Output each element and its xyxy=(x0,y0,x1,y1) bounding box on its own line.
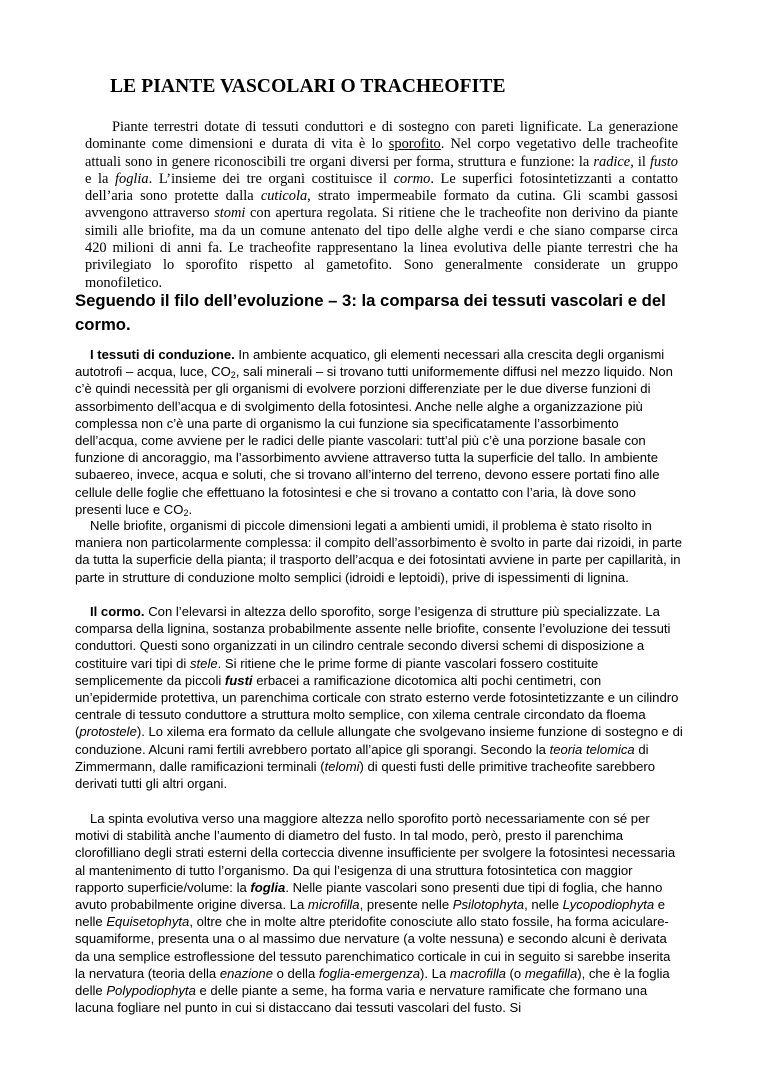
paragraph-text: , oltre che in molte altre pteridofite conosciute allo stato fossile, ha forma aciculare-squamiforme, presenta una o al massimo due nervature (a volte nessuna) e secondo alcuni è derivata da una semplice estroflessione del tessuto parenchimatico corticale in cui in seguito si sarebbe inserita la nervatura (teoria della xyxy=(75,914,671,981)
paragraph-tessuti-conduzione xyxy=(75,346,683,517)
term-teoria-telomica: teoria telomica xyxy=(549,741,635,757)
term-telomi: telomi xyxy=(324,758,360,774)
term-fusti: fusti xyxy=(224,672,253,688)
term-cuticola: cuticola xyxy=(260,188,308,205)
term-foglia-emergenza: foglia-emergenza xyxy=(318,965,421,981)
paragraph-text: , nelle xyxy=(524,897,563,913)
paragraph-text: ) di questi fusti delle primitive tracheofite sarebbero derivati tutti gli altri organi. xyxy=(75,758,655,792)
term-radice: radice xyxy=(593,153,631,170)
paragraph-text: ), che è la foglia delle xyxy=(75,965,670,999)
section-heading: Seguendo il filo dell’evoluzione – 3: la comparsa dei tessuti vascolari e del cormo. xyxy=(75,291,666,334)
document-title: LE PIANTE VASCOLARI O TRACHEOFITE xyxy=(110,76,506,97)
paragraph-text: , presente nelle xyxy=(359,897,453,913)
paragraph-lead: I tessuti di conduzione. xyxy=(90,347,235,362)
term-psilotophyta: Psilotophyta xyxy=(452,897,525,913)
term-enazione: enazione xyxy=(219,965,273,981)
term-stele: stele xyxy=(189,655,218,671)
term-cormo: cormo xyxy=(393,170,431,187)
term-foglia: foglia xyxy=(250,879,286,895)
paragraph-text: Nelle briofite, organismi di piccole dimensioni legati a ambienti umidi, il problema è stato risolto in maniera non particolarmente complessa: il compito dell’assorbimento è svolto in parte dai rizoidi, in parte da tutta la superficie della pianta; il trasporto dell’acqua e dei fotosintati avviene in parte per capillarità, in parte in strutture di conduzione molto semplici (idroidi e leptoidi), prive di ispessimenti di lignina. xyxy=(75,518,682,585)
intro-text: . L’insieme dei tre organi costituisce il xyxy=(148,170,394,187)
intro-paragraph xyxy=(85,119,678,292)
subscript: 2 xyxy=(183,507,189,518)
intro-text: . Nel corpo vegetativo delle tracheofite attuali sono in genere riconoscibili tre organi diversi per forma, struttura e funzione: la xyxy=(85,136,678,170)
paragraph-cormo xyxy=(75,603,683,810)
term-macrofilla: macrofilla xyxy=(449,965,506,981)
term-fusto: fusto xyxy=(650,153,679,170)
term-protostele: protostele xyxy=(79,724,137,740)
paragraph-text: . Si ritiene che le prime forme di piante vascolari fossero costituite semplicemente da piccoli xyxy=(75,655,599,688)
paragraph-foglia xyxy=(75,810,683,1070)
intro-text: , strato impermeabile formato da cutina. Gli scambi gassosi avvengono attraverso xyxy=(85,188,678,222)
paragraph-text: Con l’elevarsi in altezza dello sporofito, sorge l’esigenza di strutture più specializzate. La comparsa della lignina, sostanza probabilmente assente nelle briofite, consente l’evoluzione dei tessuti conduttori. Questi sono organizzati in un cilindro centrale secondo diversi schemi di disposizione a costituire vari tipi di xyxy=(75,604,671,671)
term-polypodiophyta: Polypodiophyta xyxy=(106,983,196,999)
intro-text: e la xyxy=(85,170,116,187)
term-equisetophyta: Equisetophyta xyxy=(106,914,190,930)
paragraph-text: ). La xyxy=(420,965,450,981)
paragraph-text: In ambiente acquatico, gli elementi necessari alla crescita degli organismi autotrofi – acqua, luce, CO xyxy=(75,347,665,380)
body-text xyxy=(75,346,683,1070)
paragraph-text: e delle piante a seme, ha forma varia e nervature ramificate che formano una lacuna fogliare nel punto in cui si distaccano dai tessuti vascolari del fusto. Si xyxy=(75,983,648,1016)
paragraph-text: , sali minerali – si trovano tutti uniformemente diffusi nel mezzo liquido. Non c’è quindi necessità per gli organismi di evolvere porzioni differenziate per le due diverse funzioni di assorbimento dell’acqua e di svolgimento della fotosintesi. Anche nelle alghe a organizzazione più complessa non c’è una parte di organismo la cui funzione sia specificatamente l’assorbimento dell’acqua, come avviene per le radici delle piante vascolari: tutt’al più c’è una porzione basale con funzione di ancoraggio, ma l’assorbimento avviene attraverso tutta la superficie del tallo. In ambiente subaereo, invece, acqua e soluti, che si trovano all’interno del terreno, devono essere portati fino alle cellule delle foglie che effettuano la fotosintesi e che si trovano a contatto con l’aria, là dove sono presenti luce e CO xyxy=(75,364,673,517)
paragraph-lead: Il cormo. xyxy=(90,604,145,619)
intro-text: , il xyxy=(630,153,651,170)
term-stomi: stomi xyxy=(214,205,246,222)
intro-text: . Le superfici fotosintetizzanti a contatto dell’aria sono protette dalla xyxy=(85,170,679,205)
subscript: 2 xyxy=(230,370,236,381)
term-lycopodiophyta: Lycopodiophyta xyxy=(562,897,655,913)
paragraph-text: erbacei a ramificazione dicotomica alti pochi centimetri, con un’epidermide protettiva, un parenchima corticale con strato esterno verde fotosintetizzante e un cilindro centrale di tessuto conduttore a struttura molto semplice, con xilema centrale circondato da floema ( xyxy=(75,672,679,740)
term-megafilla: megafilla xyxy=(524,965,578,981)
paragraph-text: (o xyxy=(505,965,525,981)
paragraph-text: e nelle xyxy=(75,897,666,930)
term-sporofito: sporofito xyxy=(388,136,441,153)
term-foglia: foglia xyxy=(115,170,149,187)
paragraph-text: . xyxy=(188,501,193,517)
intro-text: con apertura regolata. Si ritiene che le tracheofite non derivino da piante simili alle briofite, ma da un comune antenato del tipo delle alghe verdi e che siano comparse circa 420 milioni di anni fa. Le tracheofite rappresentano la linea evolutiva delle piante terrestri che ha privilegiato lo sporofito rispetto al gametofito. Sono generalmente considerate un gruppo monofiletico. xyxy=(85,205,678,291)
term-microfilla: microfilla xyxy=(307,897,360,913)
paragraph-text: . Nelle piante vascolari sono presenti due tipi di foglia, che hanno avuto probabilmente origine diversa. La xyxy=(75,879,663,913)
paragraph-briofite xyxy=(75,517,683,603)
paragraph-text: ). Lo xilema era formato da cellule allungate che svolgevano insieme funzione di sostegno e di conduzione. Alcuni rami fertili avrebbero portato all’apice gli sporangi. Secondo la xyxy=(75,724,683,757)
intro-text: Piante terrestri dotate di tessuti conduttori e di sostegno con pareti lignificate. La generazione dominante come dimensioni e durata di vita è lo xyxy=(85,119,678,153)
paragraph-text: di Zimmermann, dalle ramificazioni terminali ( xyxy=(75,741,649,774)
paragraph-text: La spinta evolutiva verso una maggiore altezza nello sporofito portò necessariamente con sé per motivi di stabilità anche l’aumento di diametro del fusto. In tal modo, però, presto il parenchima clorofilliano degli strati esterni della corteccia divenne insufficiente per svolgere la fotosintesi necessaria al mantenimento di tutto l’organismo. Da qui l’esigenza di una struttura fotosintetica con maggior rapporto superficie/volume: la xyxy=(75,811,676,895)
paragraph-text: o della xyxy=(273,965,319,981)
